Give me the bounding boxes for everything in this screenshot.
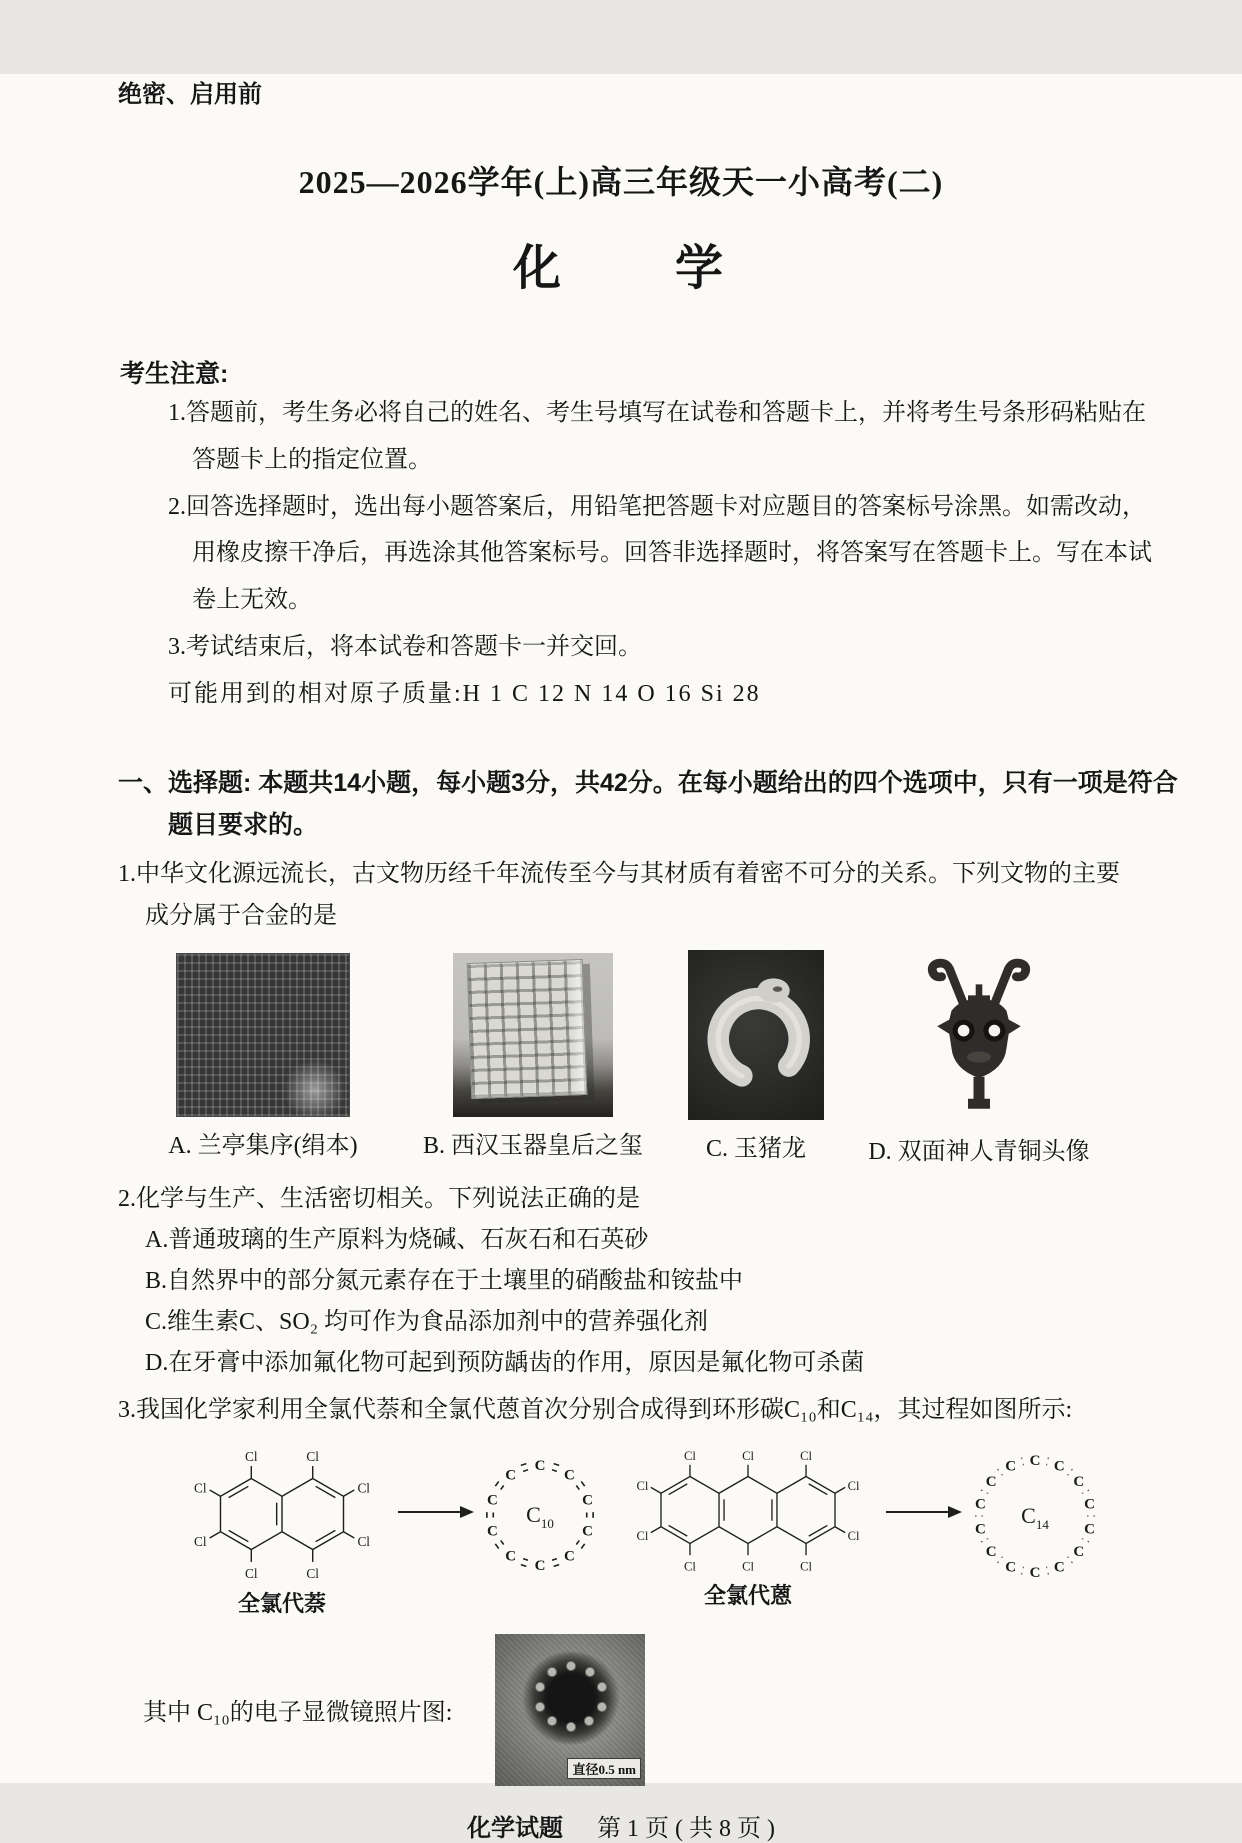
ring-atom: C bbox=[1030, 1565, 1041, 1581]
molecule-left-caption: 全氯代萘 bbox=[238, 1587, 326, 1618]
q1-option-a bbox=[132, 953, 394, 1160]
ring-bond bbox=[1068, 1474, 1069, 1475]
q1-option-b bbox=[410, 953, 656, 1160]
ring-atom bbox=[975, 1521, 986, 1537]
ring-bond bbox=[521, 1564, 526, 1566]
ring-bond bbox=[554, 1463, 559, 1465]
q2-block bbox=[0, 1178, 1242, 1385]
ring-bond bbox=[1072, 1469, 1073, 1470]
perchloroanthracene-figure bbox=[612, 1443, 884, 1610]
ring-atom: C bbox=[564, 1467, 575, 1483]
ring-bond bbox=[523, 1558, 528, 1560]
atom-beads bbox=[523, 1652, 619, 1744]
ring-bond bbox=[495, 1544, 498, 1549]
cl-label: Cl bbox=[742, 1559, 754, 1573]
notice-item-3: 3.考试结束后，将本试卷和答题卡一并交回。 bbox=[168, 624, 1154, 671]
ring-bond bbox=[501, 1485, 504, 1489]
ring-bond bbox=[521, 1463, 526, 1465]
c14-ring-structure bbox=[962, 1443, 1108, 1589]
cl-label: Cl bbox=[800, 1448, 812, 1462]
exam-page bbox=[0, 74, 1242, 1783]
notice-item-2: 2.回答选择题时，选出每小题答案后，用铅笔把答题卡对应题目的答案标号涂黑。如需改动，用橡皮擦干净后，再选涂其他答案标号。回答非选择题时，将答案写在答题卡上。写在本试卷上无效。 bbox=[168, 484, 1154, 624]
cl-label: Cl bbox=[245, 1566, 258, 1581]
q1-option-c bbox=[672, 950, 840, 1163]
q2-option-c: C.维生素C、SO₂ 均可作为食品添加剂中的营养强化剂 bbox=[145, 1302, 1242, 1343]
cl-label: Cl bbox=[245, 1448, 258, 1463]
q2-option-b: B.自然界中的部分氮元素存在于土壤里的硝酸盐和铵盐中 bbox=[145, 1261, 1242, 1302]
ring-bond bbox=[501, 1540, 504, 1544]
cl-label: Cl bbox=[684, 1448, 696, 1462]
q3-microscope-row bbox=[143, 1634, 1242, 1786]
ring-bond bbox=[1072, 1562, 1073, 1563]
ring-bond bbox=[1068, 1557, 1069, 1558]
ring-atom bbox=[1005, 1458, 1016, 1474]
jade-dragon-artifact-image bbox=[688, 950, 824, 1120]
q2-option-a: A.普通玻璃的生产原料为烧碱、石灰石和石英砂 bbox=[145, 1220, 1242, 1261]
q2-option-d: D.在牙膏中添加氟化物可起到预防龋齿的作用，原因是氟化物可杀菌 bbox=[145, 1343, 1242, 1384]
ring-bond bbox=[576, 1485, 579, 1489]
ring-bond bbox=[1002, 1474, 1003, 1475]
cl-label: Cl bbox=[848, 1479, 860, 1493]
ring-atom: C bbox=[505, 1467, 516, 1483]
ring-bond bbox=[552, 1469, 557, 1471]
ring-atom: C bbox=[505, 1548, 516, 1564]
microscope-caption: 其中 C₁₀的电子显微镜照片图: bbox=[143, 1692, 495, 1727]
ring-atom: C bbox=[1073, 1544, 1084, 1560]
reaction-arrow-icon bbox=[884, 1503, 962, 1521]
ring-atom: C bbox=[986, 1544, 997, 1560]
footer-page-number: 第 1 页 ( 共 8 页 ) bbox=[597, 1816, 775, 1842]
q1-caption-d: D. 双面神人青铜头像 bbox=[868, 1131, 1089, 1166]
footer-doc-title: 化学试题 bbox=[467, 1815, 563, 1842]
ring-bond bbox=[554, 1564, 559, 1566]
ring-atom: C bbox=[1084, 1521, 1095, 1537]
q1-caption-b: B. 西汉玉器皇后之玺 bbox=[423, 1125, 643, 1160]
q1-option-d bbox=[856, 947, 1102, 1166]
exam-title: 2025—2026学年(上)高三年级天一小高考(二) bbox=[0, 157, 1242, 203]
jade-seal-artifact-image bbox=[453, 953, 613, 1117]
ring-atom: C bbox=[535, 1558, 546, 1574]
ring-center-label: $C_{10}$ bbox=[526, 1502, 554, 1531]
bronze-head-shape bbox=[913, 947, 1045, 1123]
q1-caption-c: C. 玉猪龙 bbox=[706, 1128, 806, 1163]
ring-atom: C bbox=[1084, 1496, 1095, 1512]
cl-label: Cl bbox=[800, 1559, 812, 1573]
notice-heading: 考生注意: bbox=[120, 354, 1242, 390]
bronze-head-artifact-image bbox=[913, 947, 1045, 1123]
scale-label: 直径0.5 nm bbox=[567, 1758, 641, 1779]
ring-atom: C bbox=[1073, 1474, 1084, 1490]
ring-bond bbox=[998, 1469, 999, 1470]
security-label: 绝密、启用前 bbox=[118, 74, 1242, 109]
ring-bond bbox=[1002, 1557, 1003, 1558]
seal-face-detail bbox=[467, 959, 588, 1099]
reaction-arrow-icon bbox=[396, 1503, 474, 1521]
ring-atom bbox=[986, 1474, 997, 1490]
cl-label: Cl bbox=[357, 1480, 370, 1495]
q1-figure-row bbox=[132, 947, 1242, 1166]
perchloronaphthalene-structure bbox=[168, 1443, 396, 1585]
ring-bond bbox=[495, 1481, 498, 1486]
ring-atom: C bbox=[1005, 1559, 1016, 1575]
cl-label: Cl bbox=[194, 1534, 207, 1549]
ring-atom: C bbox=[535, 1458, 546, 1474]
cl-label: Cl bbox=[848, 1529, 860, 1543]
molecule-right-caption: 全氯代蒽 bbox=[704, 1579, 792, 1610]
cl-label: Cl bbox=[194, 1480, 207, 1495]
q1-caption-a: A. 兰亭集序(绢本) bbox=[168, 1125, 357, 1160]
ring-atom: C bbox=[582, 1523, 593, 1539]
page-footer bbox=[0, 1808, 1242, 1843]
rubbing-artifact-image bbox=[176, 953, 350, 1117]
ring-bond bbox=[581, 1481, 584, 1486]
notice-item-1: 1.答题前，考生务必将自己的姓名、考生号填写在试卷和答题卡上，并将考生号条形码粘贴在答题卡上的指定位置。 bbox=[168, 390, 1154, 484]
q1-stem: 1.中华文化源远流长，古文物历经千年流传至今与其材质有着密不可分的关系。下列文物的主要成分属于合金的是 bbox=[118, 853, 1135, 937]
ring-bond bbox=[581, 1544, 584, 1549]
cl-label: Cl bbox=[742, 1448, 754, 1462]
atomic-mass-line: 可能用到的相对原子质量:H 1 C 12 N 14 O 16 Si 28 bbox=[168, 671, 1242, 718]
microscope-image bbox=[495, 1634, 645, 1786]
ring-bond bbox=[552, 1558, 557, 1560]
c10-ring-structure bbox=[474, 1449, 606, 1581]
perchloroanthracene-structure bbox=[612, 1443, 884, 1577]
jade-dragon-shape bbox=[688, 950, 824, 1120]
cl-label: Cl bbox=[684, 1559, 696, 1573]
ring-bond bbox=[576, 1540, 579, 1544]
q3-stem: 3.我国化学家利用全氯代萘和全氯代蒽首次分别合成得到环形碳C₁₀和C₁₄，其过程如图所示: bbox=[118, 1389, 1242, 1431]
ring-atom: C bbox=[582, 1492, 593, 1508]
ring-bond bbox=[523, 1469, 528, 1471]
cl-label: Cl bbox=[636, 1479, 648, 1493]
perchloronaphthalene-figure bbox=[168, 1443, 396, 1618]
cl-label: Cl bbox=[306, 1448, 319, 1463]
ring-atom: C bbox=[1054, 1458, 1065, 1474]
section1-heading: 一、选择题: 本题共14小题，每小题3分，共42分。在每小题给出的四个选项中，只有一项是符合题目要求的。 bbox=[118, 762, 1178, 847]
ring-atom: C bbox=[1030, 1453, 1041, 1469]
cl-label: Cl bbox=[306, 1566, 319, 1581]
cl-label: Cl bbox=[636, 1529, 648, 1543]
ring-atom: C bbox=[487, 1523, 498, 1539]
ring-center-label: $C_{14}$ bbox=[1021, 1503, 1049, 1532]
subject-title: 化 学 bbox=[0, 229, 1242, 298]
ring-atom: C bbox=[564, 1548, 575, 1564]
cl-label: Cl bbox=[357, 1534, 370, 1549]
ring-atom: C bbox=[487, 1492, 498, 1508]
ring-atom: C bbox=[1054, 1559, 1065, 1575]
q3-reaction-row bbox=[168, 1443, 1242, 1618]
q2-stem: 2.化学与生产、生活密切相关。下列说法正确的是 bbox=[118, 1178, 1242, 1220]
ring-atom bbox=[975, 1496, 986, 1512]
ring-bond bbox=[998, 1562, 999, 1563]
